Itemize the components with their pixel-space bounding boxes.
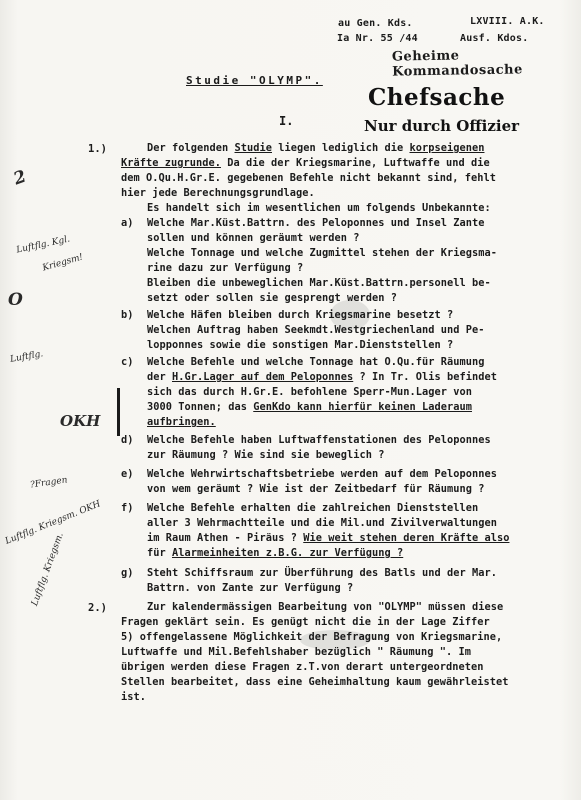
text-run: Studie bbox=[234, 142, 272, 154]
secret-stamp: Geheime Kommandosache bbox=[391, 48, 523, 80]
text-run: Alarmeinheiten z.B.G. zur Verfügung ? bbox=[172, 547, 404, 559]
text-line: rine dazu zur Verfügung ? bbox=[147, 262, 304, 274]
text-line: setzt oder sollen sie gesprengt werden ? bbox=[147, 292, 397, 304]
text-line: Welche Häfen bleiben durch Kriegsmarine besetzt ? bbox=[147, 309, 454, 321]
text-line: Welche Befehle haben Luftwaffenstationen des Peloponnes bbox=[147, 434, 491, 446]
text-run: Wie weit stehen deren Kräfte also bbox=[303, 532, 510, 544]
item-label: b) bbox=[121, 309, 134, 321]
text-line: zur Räumung ? Wie sind sie beweglich ? bbox=[147, 449, 385, 461]
margin-note: Luftflg. Kriegsm. bbox=[30, 531, 66, 608]
margin-bar bbox=[117, 388, 120, 436]
text-run: H.Gr.Lager auf dem Peloponnes bbox=[172, 371, 354, 383]
text-line: aller 3 Wehrmachtteile und die Mil.und Zivilverwaltungen bbox=[147, 517, 497, 529]
text-line: Bleiben die unbeweglichen Mar.Küst.Battrn.personell be- bbox=[147, 277, 491, 289]
text-line: Stellen bearbeitet, dass eine Geheimhaltung kaum gewährleistet bbox=[121, 676, 509, 688]
text-run: Da die der Kriegsmarine, Luftwaffe und die bbox=[221, 157, 490, 169]
paragraph-number: 2.) bbox=[88, 602, 107, 614]
text-line: übrigen werden diese Fragen z.T.von derart untergeordneten bbox=[121, 661, 484, 673]
text-line: Welche Tonnage und welche Zugmittel stehen der Kriegsma- bbox=[147, 247, 497, 259]
text-line: ist. bbox=[121, 691, 146, 703]
text-line: von wem geräumt ? Wie ist der Zeitbedarf für Räumung ? bbox=[147, 483, 485, 495]
text-line: 5) offengelassene Möglichkeit der Befragung von Kriegsmarine, bbox=[121, 631, 503, 643]
copy-note: Ausf. Kdos. bbox=[460, 33, 529, 44]
text-line: lopponnes sowie die sonstigen Mar.Dienststellen ? bbox=[147, 339, 454, 351]
margin-note: Luftflg. Kgl. bbox=[15, 234, 71, 256]
text-run: ? In Tr. Olis befindet bbox=[353, 371, 497, 383]
header-ref-left: au Gen. Kds. bbox=[338, 18, 413, 29]
margin-note: Luftflg. bbox=[9, 349, 44, 365]
item-label: d) bbox=[121, 434, 134, 446]
margin-note: Luftflg. Kriegsm. OKH bbox=[3, 499, 103, 547]
text-run: 3000 Tonnen; das bbox=[147, 401, 254, 413]
text-run: Kräfte zugrunde. bbox=[121, 157, 221, 169]
margin-note: 2 bbox=[10, 166, 29, 190]
item-label: c) bbox=[121, 356, 134, 368]
text-line: sollen und können geräumt werden ? bbox=[147, 232, 360, 244]
text-line: Steht Schiffsraum zur Überführung des Batls und der Mar. bbox=[147, 567, 497, 579]
text-line bbox=[121, 157, 490, 170]
text-line: sich das durch H.Gr.E. befohlene Sperr-Mun.Lager von bbox=[147, 386, 472, 398]
margin-note: Kriegsm! bbox=[41, 252, 85, 274]
text-line: aufbringen. bbox=[147, 416, 216, 428]
item-label: a) bbox=[121, 217, 134, 229]
item-label: g) bbox=[121, 567, 134, 579]
officer-only-stamp: Nur durch Offizier bbox=[364, 117, 520, 135]
text-run: der bbox=[147, 371, 172, 383]
text-line: dem O.Qu.H.Gr.E. gegebenen Befehle nicht bekannt sind, fehlt bbox=[121, 172, 496, 184]
text-run: GenKdo kann hierfür keinen Laderaum bbox=[253, 401, 472, 413]
item-label: e) bbox=[121, 468, 134, 480]
text-run: korpseigenen bbox=[409, 142, 485, 154]
text-line: Luftwaffe und Mil.Befehlshaber bezüglich " Räumung ". Im bbox=[121, 646, 471, 658]
margin-note: OKH bbox=[60, 412, 101, 430]
document-title: Studie "OLYMP". bbox=[186, 74, 323, 87]
text-line: hier jede Berechnungsgrundlage. bbox=[121, 187, 315, 199]
item-label: f) bbox=[121, 502, 134, 514]
text-line: Es handelt sich im wesentlichen um folgends Unbekannte: bbox=[147, 202, 491, 214]
text-line: Battrn. von Zante zur Verfügung ? bbox=[147, 582, 354, 594]
text-line: Welche Wehrwirtschaftsbetriebe werden auf dem Peloponnes bbox=[147, 468, 497, 480]
section-number: I. bbox=[279, 114, 294, 128]
margin-note: ?Fragen bbox=[29, 475, 69, 491]
text-run: liegen lediglich die bbox=[272, 142, 410, 154]
text-line: Welche Befehle erhalten die zahlreichen Dienststellen bbox=[147, 502, 479, 514]
text-run: im Raum Athen - Piräus ? bbox=[147, 532, 304, 544]
text-line bbox=[147, 547, 403, 560]
text-line: Zur kalendermässigen Bearbeitung von "OLYMP" müssen diese bbox=[147, 601, 504, 613]
header-ref-right: LXVIII. A.K. bbox=[470, 16, 545, 27]
text-run: Der folgenden bbox=[147, 142, 235, 154]
chefsache-stamp: Chefsache bbox=[368, 84, 506, 111]
text-line bbox=[147, 142, 484, 155]
text-line: Fragen geklärt sein. Es genügt nicht die in der Lage Ziffer bbox=[121, 616, 490, 628]
text-line: Welche Mar.Küst.Battrn. des Peloponnes und Insel Zante bbox=[147, 217, 485, 229]
text-line bbox=[147, 532, 509, 545]
margin-note: O bbox=[8, 290, 23, 310]
paragraph-number: 1.) bbox=[88, 143, 107, 155]
text-line: Welche Befehle und welche Tonnage hat O.Qu.für Räumung bbox=[147, 356, 485, 368]
text-run: für bbox=[147, 547, 172, 559]
file-number: Ia Nr. 55 /44 bbox=[337, 33, 418, 44]
text-line bbox=[147, 401, 472, 414]
text-line: Welchen Auftrag haben Seekmdt.Westgriechenland und Pe- bbox=[147, 324, 485, 336]
text-line bbox=[147, 371, 497, 384]
